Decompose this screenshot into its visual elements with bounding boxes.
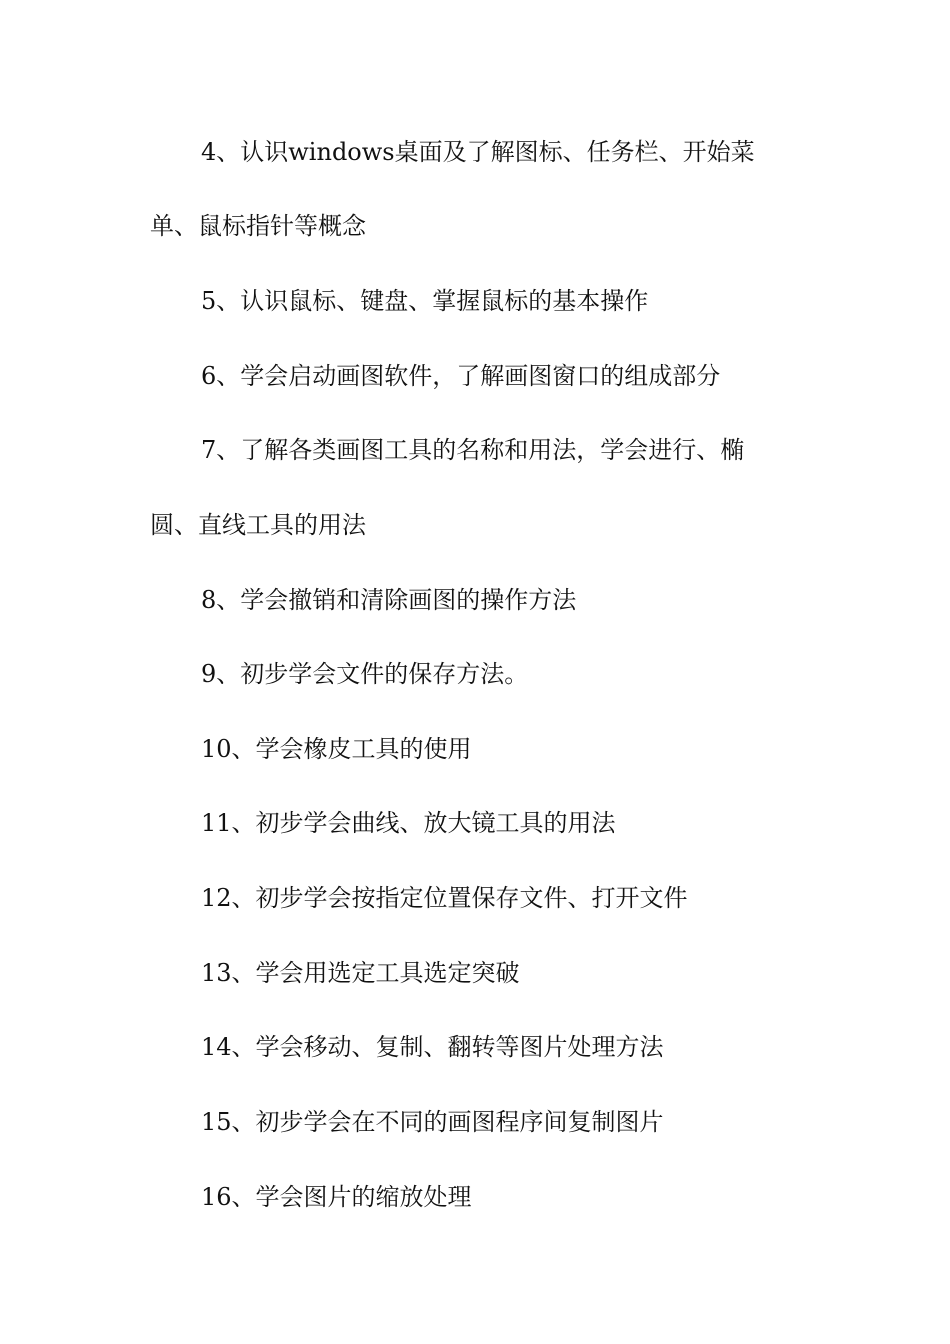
list-item-10: 10、学会橡皮工具的使用 bbox=[201, 735, 472, 763]
list-item-13: 13、学会用选定工具选定突破 bbox=[201, 959, 520, 987]
list-item-7-line-2: 圆、直线工具的用法 bbox=[150, 511, 366, 539]
list-item-7-line-1: 7、了解各类画图工具的名称和用法，学会进行、椭 bbox=[201, 436, 745, 464]
list-item-12: 12、初步学会按指定位置保存文件、打开文件 bbox=[201, 884, 688, 912]
list-item-9: 9、初步学会文件的保存方法。 bbox=[201, 660, 529, 688]
list-item-16: 16、学会图片的缩放处理 bbox=[201, 1183, 472, 1211]
list-item-14: 14、学会移动、复制、翻转等图片处理方法 bbox=[201, 1033, 664, 1061]
list-item-5: 5、认识鼠标、键盘、掌握鼠标的基本操作 bbox=[201, 287, 649, 315]
list-item-11: 11、初步学会曲线、放大镜工具的用法 bbox=[201, 809, 616, 837]
list-item-8: 8、学会撤销和清除画图的操作方法 bbox=[201, 586, 577, 614]
list-item-6: 6、学会启动画图软件，了解画图窗口的组成部分 bbox=[201, 362, 721, 390]
list-item-4-line-1: 4、认识windows桌面及了解图标、任务栏、开始菜 bbox=[201, 138, 755, 166]
list-item-15: 15、初步学会在不同的画图程序间复制图片 bbox=[201, 1108, 664, 1136]
list-item-4-line-2: 单、鼠标指针等概念 bbox=[150, 212, 366, 240]
